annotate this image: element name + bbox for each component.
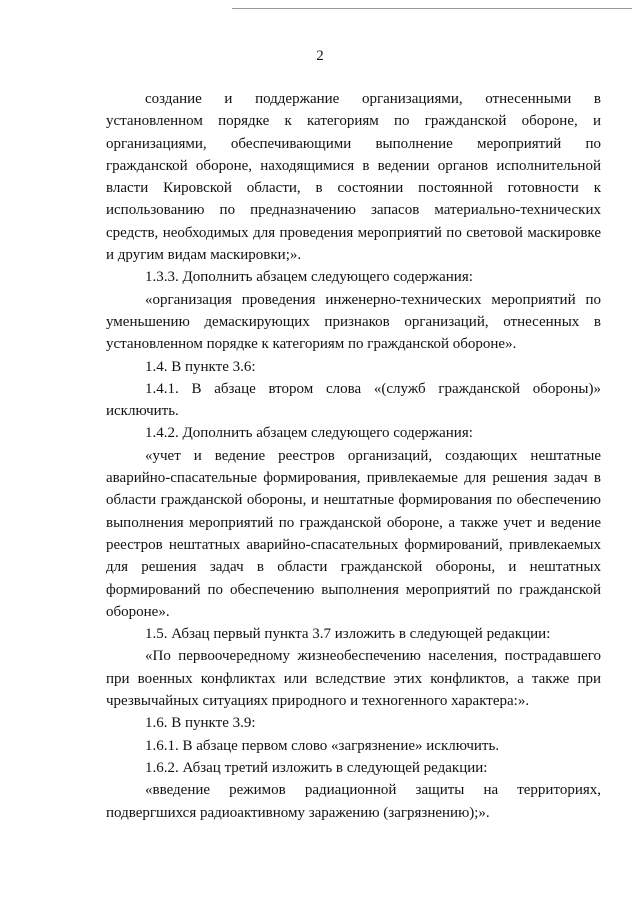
document-body: [106, 88, 601, 824]
paragraph: 1.4.2. Дополнить абзацем следующего содержания:: [145, 425, 473, 442]
scan-top-border: [232, 8, 632, 9]
paragraph: «учет и ведение реестров организаций, создающих нештатные аварийно-спасательные формирования, привлекаемые для решения задач в области гражданской обороны, и нештатные формирования по обеспечению выполнения мероприятий по гражданской обороне, а также учет и ведение реестров нештатных аварийно-спасательных формирований, привлекаемых для решения задач в области гражданской обороны, и нештатных формирований по обеспечению выполнения мероприятий по гражданской обороне».: [106, 447, 601, 620]
paragraph: 1.6. В пункте 3.9:: [145, 715, 256, 732]
paragraph: «введение режимов радиационной защиты на территориях, подвергшихся радиоактивному заражению (загрязнению);».: [106, 782, 601, 821]
paragraph: «организация проведения инженерно-технических мероприятий по уменьшению демаскирующих признаков организаций, отнесенных в установленном порядке к категориям по гражданской обороне».: [106, 291, 601, 353]
paragraph: 1.4.1. В абзаце втором слова «(служб гражданской обороны)» исключить.: [106, 380, 601, 420]
paragraph: 1.6.1. В абзаце первом слово «загрязнение» исключить.: [145, 737, 500, 754]
paragraph: «По первоочередному жизнеобеспечению населения, пострадавшего при военных конфликтах или вследствие этих конфликтов, а также при чрезвычайных ситуациях природного и техногенного характера:».: [106, 648, 601, 710]
paragraph: 1.4. В пункте 3.6:: [145, 358, 256, 375]
paragraph: 1.5. Абзац первый пункта 3.7 изложить в следующей редакции:: [145, 626, 551, 643]
paragraph: 1.6.2. Абзац третий изложить в следующей редакции:: [145, 759, 488, 776]
page-number: 2: [316, 48, 324, 64]
paragraph: 1.3.3. Дополнить абзацем следующего содержания:: [145, 269, 473, 286]
paragraph: создание и поддержание организациями, отнесенными в установленном порядке к категориям по гражданской обороне, и организациями, обеспечивающими выполнение мероприятий по гражданской обороне, находящимися в ведении органов исполнительной власти Кировской области, в состоянии постоянной готовности к использованию по предназначению запасов материально-технических средств, необходимых для проведения мероприятий по световой маскировке и другим видам маскировки;».: [106, 91, 601, 264]
